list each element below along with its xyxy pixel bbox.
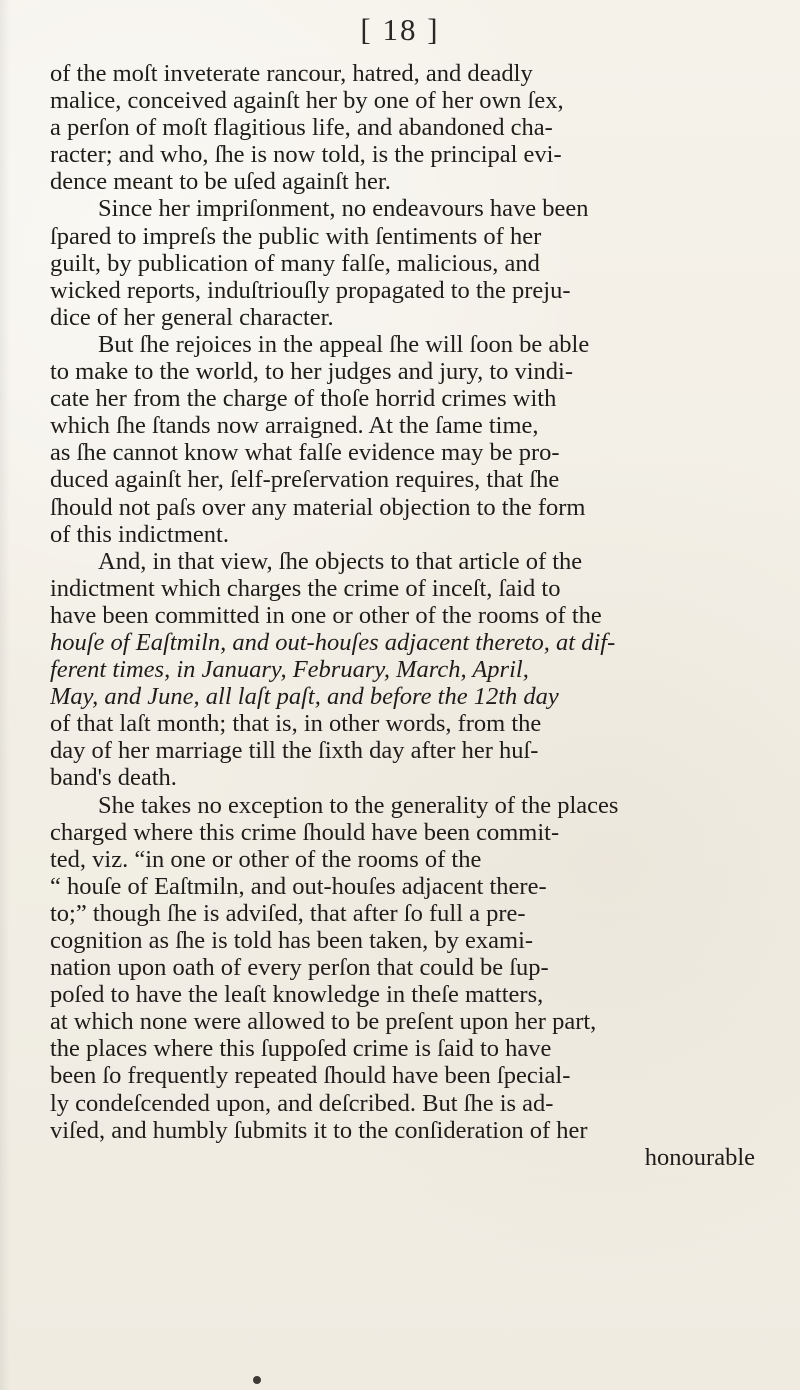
- text-line: dice of her general character.: [50, 303, 334, 331]
- text-line: cate her from the charge of thoſe horrid crimes with: [50, 385, 557, 413]
- text-line: ſpared to impreſs the public with ſentiments of her: [50, 222, 542, 250]
- text-line: indictment which charges the crime of inceſt, ſaid to: [50, 574, 561, 602]
- text-line: And, in that view, ſhe objects to that article of the: [98, 547, 583, 575]
- text-line: malice, conceived againſt her by one of her own ſex,: [50, 87, 564, 115]
- text-line: She takes no exception to the generality of the places: [98, 791, 619, 819]
- text-line: a perſon of moſt flagitious life, and abandoned cha-: [50, 114, 553, 142]
- text-line: houſe of Eaſtmiln, and out-houſes adjacent thereto, at dif-: [50, 628, 616, 656]
- text-line: band's death.: [50, 764, 177, 792]
- text-line: which ſhe ſtands now arraigned. At the ſame time,: [50, 412, 539, 440]
- catchword: honourable: [644, 1143, 755, 1171]
- text-line: duced againſt her, ſelf-preſervation requires, that ſhe: [50, 466, 560, 494]
- text-line: poſed to have the leaſt knowledge in theſe matters,: [50, 981, 544, 1009]
- text-line: May, and June, all laſt paſt, and before the 12th day: [50, 683, 559, 711]
- ink-speck: [253, 1376, 261, 1384]
- text-line: But ſhe rejoices in the appeal ſhe will ſoon be able: [98, 330, 590, 358]
- text-line: Since her impriſonment, no endeavours have been: [98, 195, 589, 223]
- text-line: ted, viz. “in one or other of the rooms of the: [50, 845, 482, 873]
- text-line: of this indictment.: [50, 520, 229, 548]
- text-line: to;” though ſhe is adviſed, that after ſo full a pre-: [50, 899, 526, 927]
- text-line: to make to the world, to her judges and jury, to vindi-: [50, 358, 574, 386]
- text-line: dence meant to be uſed againſt her.: [50, 168, 391, 196]
- text-line: at which none were allowed to be preſent upon her part,: [50, 1008, 597, 1036]
- text-line: ſhould not paſs over any material objection to the form: [50, 493, 586, 521]
- body-text: [50, 60, 755, 1171]
- text-line: guilt, by publication of many falſe, malicious, and: [50, 249, 540, 277]
- page-number: [ 18 ]: [360, 12, 440, 47]
- text-line: of the moſt inveterate rancour, hatred, and deadly: [50, 60, 533, 87]
- text-line: the places where this ſuppoſed crime is ſaid to have: [50, 1035, 552, 1063]
- text-line: charged where this crime ſhould have been commit-: [50, 818, 560, 846]
- page-edge-shadow: [0, 0, 10, 1390]
- text-line: as ſhe cannot know what falſe evidence may be pro-: [50, 439, 560, 467]
- text-line: nation upon oath of every perſon that could be ſup-: [50, 954, 549, 982]
- text-line: have been committed in one or other of the rooms of the: [50, 601, 602, 629]
- text-line: ferent times, in January, February, March, April,: [50, 656, 529, 684]
- text-line: been ſo frequently repeated ſhould have been ſpecial-: [50, 1062, 571, 1090]
- text-line: wicked reports, induſtriouſly propagated to the preju-: [50, 276, 571, 304]
- text-line: cognition as ſhe is told has been taken, by exami-: [50, 927, 534, 954]
- text-line: of that laſt month; that is, in other words, from the: [50, 710, 542, 738]
- text-line: racter; and who, ſhe is now told, is the principal evi-: [50, 141, 562, 169]
- text-line: viſed, and humbly ſubmits it to the conſideration of her: [50, 1116, 588, 1144]
- text-line: “ houſe of Eaſtmiln, and out-houſes adjacent there-: [50, 872, 547, 900]
- text-line: day of her marriage till the ſixth day after her huſ-: [50, 737, 539, 765]
- text-line: ly condeſcended upon, and deſcribed. But ſhe is ad-: [50, 1089, 554, 1117]
